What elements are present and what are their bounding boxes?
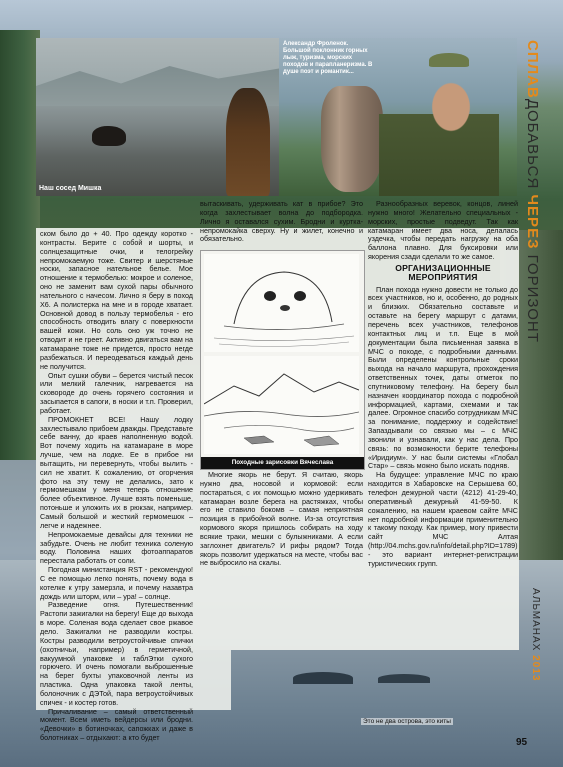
man-figure (379, 58, 499, 196)
paragraph: План похода нужно довести не только до всех участников, но и, особенно, до родных и близких. Обязательно составьте и оставьте на берегу маршрут с датами, перечень всех участников, телефонов контактных лиц и т.п. Еще в мой документации была письменная заявка в МЧС о походе, с подробными данными. Были определены контрольные сроки выхода на начало маршрута, прохождения ответственных точек, даты отметок по спутниковому телефону. На берегу был назначен координатор похода с подробной информацией, картами, схемами и так далее. Огромное спасибо сотрудникам МЧС за понимание, поддержку и содействие! Запаздывали со связью мы – с МЧС звонили и узнавали, как у нас дела. Про связь: по возможности берите телефоны «Иридиум». У нас были системы «Глобал Стар» – связь можно было искать подняв. (368, 284, 518, 471)
article-column-1 (40, 230, 193, 743)
photo-fisherman (279, 38, 517, 196)
landscape-drawing-icon (204, 356, 359, 454)
section-accent: ЧЕРЕЗ (524, 194, 541, 250)
paragraph: Опыт сушки обуви – берется чистый песок или мелкий галечник, нагревается на сковороде до очень горячего состояния и засыпается в сапоги, в носки и т.п. Проверил, работает. (40, 370, 193, 415)
paragraph: ПРОМОКНЕТ ВСЕ! Нашу лодку захлестывало прибоем дважды. Представьте себе ванну, до краев наполненную водой. Вот почему ходить на катамаране в море лучше, чем на лодке. Ее в прибое ни вытащить, ни перевернуть, чтобы вылить - сил не хватит. К сожалению, от огорчения фото на эту тему не делались, зато к гермомешкам у меня теперь отношение более объективное. Лучше взять поменьше, потоньше и уложить их в рюкзак, например. Самый большой и жесткий гермомешок – легче и надежнее. (40, 414, 193, 530)
paragraph: Погодная министанция RST - рекомендую! С ее помощью легко понять, почему вода в котелке к утру замерзла, и почему назавтра дождь или шторм, или – ура! – солнце. (40, 565, 193, 601)
hat-figure (429, 53, 469, 67)
paragraph: Непромокаемые девайсы для техники не забудьте. Очень не любит техника соленую воду. Половина наших фотоаппаратов перестала работать от соли. (40, 529, 193, 566)
sketch-seal (204, 254, 359, 352)
paragraph: ском было до + 40. Про одежду коротко - контрасты. Берите с собой и шорты, и солнцезащитные очки, и телогрейку непромокаемую тоже. Свитер и шерстяные носки, запасное нательное белье. Мое отношение к термобелью: мокрое и соленое, оно не заменит вам сухой пары обычного нательного с начесом. Лично я беру в поход X6. А полистерка на мне и в городе хватает. Основной довод в пользу термобелья - его способность отводить влагу с поверхности вашей кожи. Но соль оно уж точно не отводит и не греет. Активно двигаться вам на катамаране тоже не придется, просто негде разбежаться. И переодеваться каждый день не получится. (40, 229, 193, 371)
photo-bear (36, 38, 279, 196)
bear-figure (92, 126, 126, 146)
background-hill (0, 30, 40, 460)
section-heading: ОРГАНИЗАЦИОННЫЕ МЕРОПРИЯТИЯ (395, 262, 491, 282)
photo-caption: Александр Фроленок. Большой поклонник горных лыж, туризма, морских походов и парапланеризма. В душе поэт и романтик... (283, 41, 373, 75)
paragraph: вытаскивать, удерживать кат в прибое? Это когда захлестывает волна до подбородка. Лично я оставался сухим. Бродни и куртка-непромокайка сверху. Ну и жилет, конечно и обязательно. (200, 199, 363, 244)
sketch-figure (200, 250, 365, 470)
paragraph: Разведение огня. Путешественник! Растопи зажигалки на берегу! Еще до выхода в море. Соленая вода сделает свое ржавое дело. Зажигалки не разводили костры. Костры разводили ветроустойчивые спички (охотничьи, например) в герметичной, вакуумной упаковке и таблЭтки сухого горючего. И очень помогали выброшенные на берег бухты упаковочной ленты из пластика. Одна упаковка такой ленты, болоночник с ДЭТой, пара ветроустойчивых спичек - и костер готов. (40, 600, 193, 707)
whale-silhouette (378, 674, 430, 683)
sea-caption: Это не два острова, это киты (363, 718, 451, 725)
section-prefix: СПЛАВ (524, 40, 541, 99)
fish-figure (321, 86, 383, 192)
magazine-year: 2013 (530, 655, 541, 682)
sketch-landscape (204, 356, 359, 454)
paragraph: На будущее: управление МЧС по краю находится в Хабаровске на Серышева 60, телефон дежурной части (4212) 41-29-40, оперативный дежурный 41-59-50. К сожалению, на нашем краевом сайте МЧС нет подробной информации применительно к такому походу. Как пример, могу привести сайт МЧС Алтая (http://04.mchs.gov.ru/info/detail.php?ID=1789) - это вариант интернет-регистрации туристических групп. (368, 470, 518, 568)
section-title (524, 40, 541, 343)
section-rest: ГОРИЗОНТ (524, 249, 541, 343)
running-header (521, 40, 561, 720)
seal-drawing-icon (204, 254, 359, 352)
whale-silhouette (293, 672, 353, 684)
photo-caption: Наш сосед Мишка (39, 185, 102, 192)
magazine-name: АЛЬМАНАХ (530, 588, 541, 652)
paragraph: Причаливание – самый ответственный момент. Всем иметь вейдерсы или бродни. «Девочки» в ботиночках, сапожках и даже в болотниках – отдыхают: а кто будет (40, 706, 193, 743)
paragraph: Разнообразных веревок, концов, линей нужно много! Желательно специальных - морских, простые подведут. Так как катамаран имеет два носа, делалась уздечка, чтобы передать нагрузку на оба баллона плавно. Для буксировки или якорения сзади сделали то же самое. (368, 199, 518, 262)
sketch-caption: Походные зарисовки Вячеслава (201, 457, 364, 469)
article-column-2-top (200, 200, 363, 244)
person-figure (226, 88, 270, 196)
section-main: ДОБАВЬСЯ (524, 98, 541, 195)
article-column-2-bottom (200, 471, 363, 568)
article-column-3 (368, 200, 518, 569)
magazine-title (530, 588, 541, 681)
page-number: 95 (516, 737, 528, 748)
paragraph: Многие якорь не берут. Я считаю, якорь нужно два, носовой и кормовой: если постараться, с их помощью можно удерживать катамаран возле берега на растяжках, чтобы его не ставило бокомв – самая неприятная позиция в прибойной волне. Из-за отсутствия кормового якоря пришлось собирать на ходу всякие траки, мешки с булыжниками. А если заглохнет двигатель? И рифы рядом? Тогда якорь позволит удержаться на месте, чтобы вас не выбросило на скалы. (200, 470, 363, 568)
